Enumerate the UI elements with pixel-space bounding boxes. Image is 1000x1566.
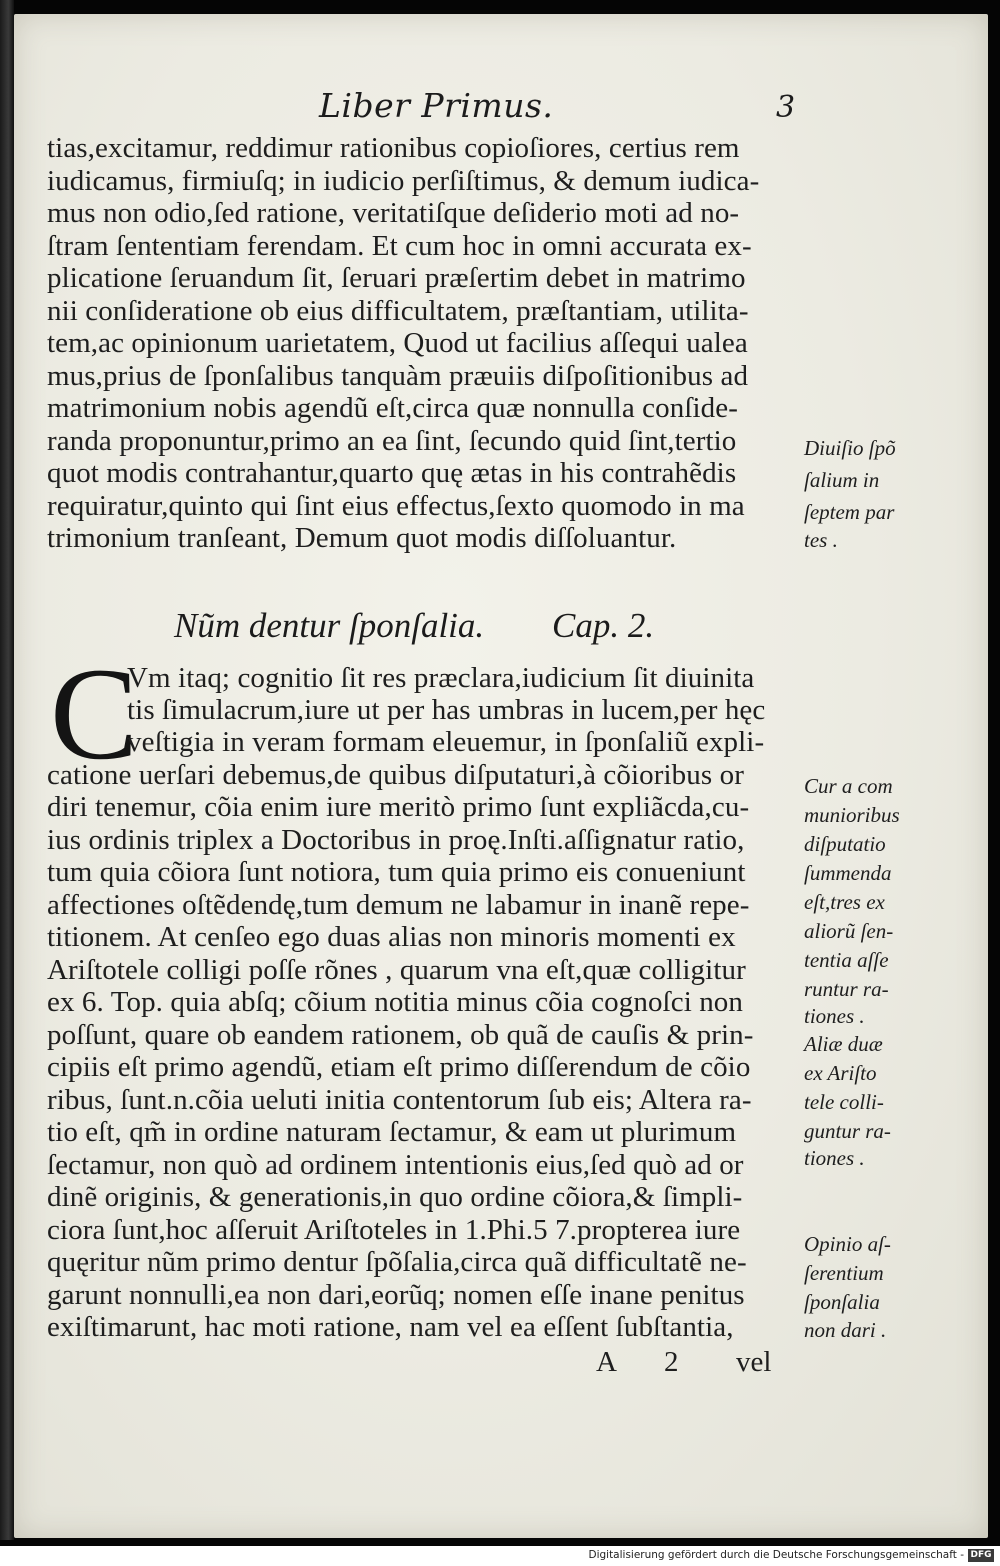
dfg-logo: DFG — [968, 1549, 994, 1562]
marginal-line: Opinio aſ- — [804, 1232, 891, 1256]
intro-line: matrimonium nobis agendũ eſt,circa quæ nonnulla conſide- — [47, 392, 738, 424]
chapter-line: ex 6. Top. quia abſq; cõium notitia minus cõia cognoſci non — [47, 986, 743, 1018]
intro-line: ſtram ſententiam ferendam. Et cum hoc in omni accurata ex- — [47, 230, 752, 262]
marginal-line: ſerentium — [804, 1261, 884, 1285]
marginal-line: tentia aſſe — [804, 948, 889, 972]
chapter-line: ius ordinis triplex a Doctoribus in proę.Inſti.aſſignatur ratio, — [47, 824, 745, 856]
marginal-line: ſeptem par — [804, 500, 895, 524]
chapter-line: poſſunt, quare ob eandem rationem, ob quã de cauſis & prin- — [47, 1019, 754, 1051]
marginal-line: ſummenda — [804, 861, 892, 885]
catchword: vel — [736, 1346, 772, 1378]
chapter-line: exiſtimarunt, hac moti ratione, nam vel ea eſſent ſubſtantia, — [47, 1311, 734, 1343]
intro-line: tias,excitamur, reddimur rationibus copioſiores, certius rem — [47, 132, 740, 164]
marginal-line: ſalium in — [804, 468, 880, 492]
chapter-line: titionem. At cenſeo ego duas alias non minoris momenti ex — [47, 921, 736, 953]
intro-line: mus,prius de ſponſalibus tanquàm præuiis diſpoſitionibus ad — [47, 360, 749, 392]
chapter-line: Ariſtotele colligi poſſe rõnes , quarum vna eſt,quæ colligitur — [47, 954, 746, 986]
marginal-line: Diuiſio ſpõ — [804, 436, 896, 460]
chapter-line: ciora ſunt,hoc aſſeruit Ariſtoteles in 1.Phi.5 7.propterea iure — [47, 1214, 741, 1246]
marginal-line: runtur ra- — [804, 977, 889, 1001]
chapter-line: catione uerſari debemus,de quibus diſputaturi,à cõioribus or — [47, 759, 744, 791]
running-head — [14, 86, 988, 132]
chapter-heading — [174, 606, 655, 650]
marginal-line: diſputatio — [804, 832, 886, 856]
chapter-line: tum quia cõiora ſunt notiora, tum quia primo eis conueniunt — [47, 856, 746, 888]
chapter-number: Cap. 2. — [552, 606, 655, 645]
intro-line: plicatione ſeruandum ſit, ſeruari præſertim debet in matrimo — [47, 262, 746, 294]
intro-line: quot modis contrahantur,quarto quę ætas in his contrahẽdis — [47, 457, 737, 489]
marginal-line: guntur ra- — [804, 1119, 891, 1143]
marginal-line: tiones . — [804, 1146, 865, 1170]
chapter-line: tio eſt, qm̃ in ordine naturam ſectamur, & eam ut plurimum — [47, 1116, 737, 1148]
chapter-line: garunt nonnulli,ea non dari,eorũq; nomen eſſe inane penitus — [47, 1279, 745, 1311]
marginal-line: tele colli- — [804, 1090, 884, 1114]
chapter-line: quęritur nũm primo dentur ſpõſalia,circa quã difficultatẽ ne- — [47, 1246, 747, 1278]
intro-line: randa proponuntur,primo an ea ſint, ſecundo quid ſint,tertio — [47, 425, 737, 457]
digitization-footer — [0, 1546, 1000, 1566]
marginal-line: non dari . — [804, 1318, 887, 1342]
marginal-line: tes . — [804, 528, 838, 552]
page-number: 3 — [776, 90, 796, 125]
running-title: Liber Primus. — [319, 86, 554, 125]
intro-line: tem,ac opinionum uarietatem, Quod ut facilius aſſequi ualea — [47, 327, 748, 359]
book-page — [14, 14, 988, 1538]
chapter-line: affectiones oſtẽdendę,tum demum ne labamur in inanẽ repe- — [47, 889, 750, 921]
chapter-line: cipiis eſt primo agendũ, etiam eſt primo diſſerendum de cõio — [47, 1051, 751, 1083]
chapter-line: Vm itaq; cognitio ſit res præclara,iudicium ſit diuinita — [127, 662, 755, 694]
chapter-line: veſtigia in veram formam eleuemur, in ſponſaliũ expli- — [127, 726, 765, 758]
marginal-line: Aliæ duæ — [804, 1032, 883, 1056]
marginal-line: aliorũ ſen- — [804, 919, 894, 943]
digitization-credit: Digitalisierung gefördert durch die Deutsche Forschungsgemeinschaft - — [588, 1549, 964, 1561]
marginal-line: Cur a com — [804, 774, 893, 798]
intro-line: nii conſideratione ob eius difficultatem, præſtantiam, utilita- — [47, 295, 749, 327]
intro-line: trimonium tranſeant, Demum quot modis diſſoluantur. — [47, 522, 677, 554]
chapter-line: dinẽ originis, & generationis,in quo ordine cõiora,& ſimpli- — [47, 1181, 743, 1213]
signature-mark: A — [596, 1346, 617, 1378]
book-binding-edge — [0, 0, 14, 1540]
chapter-line: ſectamur, non quò ad ordinem intentionis eius,ſed quò ad or — [47, 1149, 744, 1181]
chapter-line: diri tenemur, cõia enim iure meritò primo ſunt expliãcda,cu- — [47, 791, 750, 823]
marginal-line: ſponſalia — [804, 1290, 880, 1314]
chapter-title: Nũm dentur ſponſalia. — [174, 606, 485, 645]
marginal-line: ex Ariſto — [804, 1061, 877, 1085]
marginal-line: eſt,tres ex — [804, 890, 885, 914]
chapter-line: ribus, ſunt.n.cõia ueluti initia contentorum ſub eis; Altera ra- — [47, 1084, 752, 1116]
intro-line: iudicamus, firmiuſq; in iudicio perſiſtimus, & demum iudica- — [47, 165, 760, 197]
marginal-line: tiones . — [804, 1004, 865, 1028]
drop-cap-initial: C — [50, 640, 139, 787]
intro-line: requiratur,quinto qui ſint eius effectus,ſexto quomodo in ma — [47, 490, 745, 522]
chapter-line: tis ſimulacrum,iure ut per has umbras in lucem,per hęc — [127, 694, 766, 726]
signature-number: 2 — [664, 1346, 679, 1378]
intro-line: mus non odio,ſed ratione, veritatiſque deſiderio moti ad no- — [47, 197, 740, 229]
marginal-line: munioribus — [804, 803, 900, 827]
